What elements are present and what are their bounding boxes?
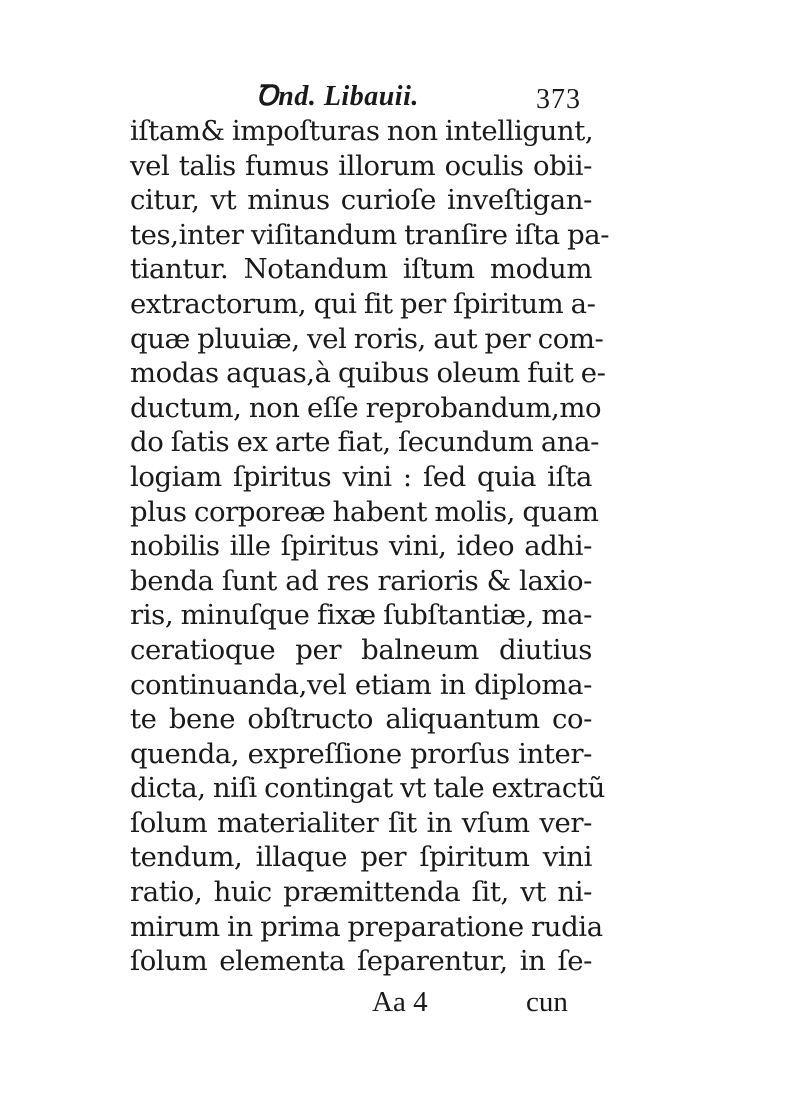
signature-mark: Aa 4	[372, 986, 428, 1018]
text-line: iſtam& impoſturas non intelligunt,	[130, 115, 594, 147]
text-line: modas aquas,à quibus oleum fuit e-	[130, 357, 606, 390]
text-line: ductum, non eſſe reprobandum,mo	[130, 391, 602, 424]
page-number: 373	[536, 84, 581, 115]
running-head: Ꝺnd. Libauii.	[256, 81, 419, 112]
text-line: continuanda,vel etiam in diploma-	[130, 668, 592, 701]
text-line: quæ pluuiæ, vel roris, aut per com-	[130, 322, 604, 355]
text-line: ſolum materialiter ſit in vſum ver-	[130, 806, 592, 839]
text-line: ratio, huic præmittenda ſit, vt ni-	[130, 876, 592, 909]
text-line: tendum, illaque per ſpiritum vini	[130, 841, 592, 874]
text-line: logiam ſpiritus vini : ſed quia iſta	[130, 460, 592, 493]
text-line: citur, vt minus curioſe inveſtigan-	[130, 184, 592, 217]
text-line: vel talis fumus illorum oculis obii-	[130, 149, 592, 182]
text-line: ceratioque per balneum diutius	[130, 633, 592, 666]
text-line: te bene obſtructo aliquantum co-	[130, 703, 592, 736]
text-line: ſolum elementa ſeparentur, in ſe-	[130, 945, 592, 978]
text-line: quenda, expreſſione prorſus inter-	[130, 737, 592, 770]
text-line: nobilis ille ſpiritus vini, ideo adhi-	[130, 530, 592, 563]
body-text	[130, 114, 610, 979]
text-line: dicta, niſi contingat vt tale extractũ	[130, 772, 605, 805]
text-line: extractorum, qui fit per ſpiritum a-	[130, 287, 596, 320]
text-line: tes,inter viſitandum tranſire iſta pa-	[130, 218, 610, 251]
text-line: tiantur. Notandum iſtum modum	[130, 253, 592, 286]
text-line: benda ſunt ad res rarioris & laxio-	[130, 564, 592, 597]
text-line: plus corporeæ habent molis, quam	[130, 495, 599, 528]
text-line: do ſatis ex arte fiat, ſecundum ana-	[130, 426, 600, 459]
text-line: mirum in prima preparatione rudia	[130, 910, 603, 943]
catchword: cun	[526, 986, 568, 1018]
text-line: ris, minuſque fixæ ſubſtantiæ, ma-	[130, 599, 592, 632]
